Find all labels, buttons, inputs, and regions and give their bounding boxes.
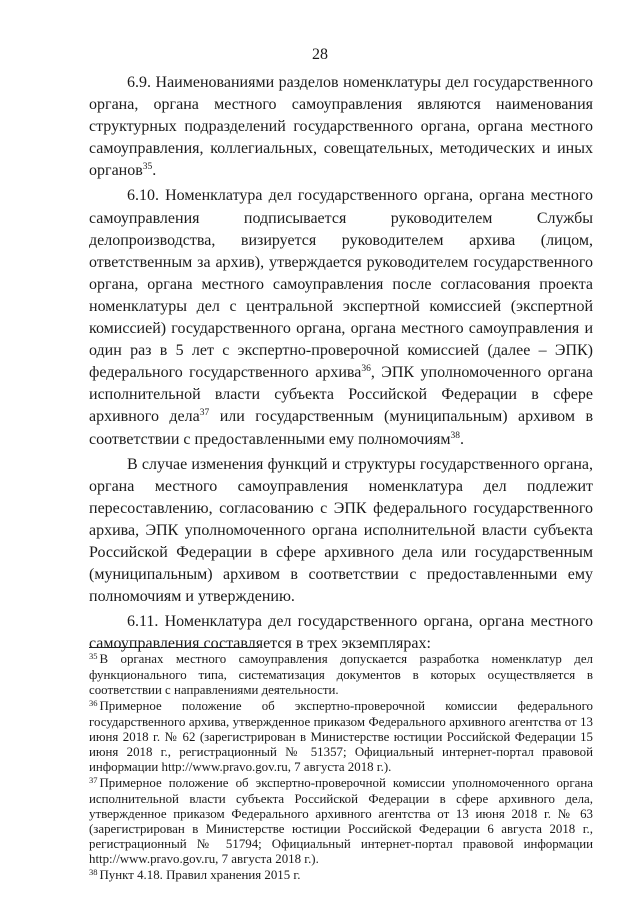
paragraph-text: 6.9. Наименованиями разделов номенклатуры дел государственного органа, органа местного самоуправления являются наименования структурных подразделений государственного органа, органа местного самоуправления, коллегиальных, совещательных, методических и иных органов: [89, 74, 593, 180]
footnote-text: Пункт 4.18. Правил хранения 2015 г.: [99, 868, 301, 883]
footnote-37: [89, 776, 593, 866]
paragraph-6-11: 6.11. Номенклатура дел государственного органа, органа местного самоуправления составляется в трех экземплярах:: [89, 613, 593, 653]
footnote-number: 35: [89, 651, 98, 661]
paragraph-6-9: [89, 72, 593, 182]
footnote-number: 36: [89, 698, 98, 709]
footnote-ref-35: 35: [142, 162, 153, 173]
footnote-text: Примерное положение об экспертно-проверочной комиссии уполномоченного органа исполнительной власти субъекта Российской Федерации в сфере архивного дела, утвержденное приказом Федерального архивного агентства от 13 июня 2018 г. № 63 (зарегистрирован в Министерстве юстиции Российской Федерации 6 августа 2018 г., регистрационный № 51794; Официальный интернет-портал правовой информации http://www.pravo.gov.ru, 7 августа 2018 г.).: [89, 776, 593, 866]
footnote-ref-37: 37: [199, 408, 210, 419]
footnote-36: [89, 699, 593, 775]
paragraph-end: .: [152, 162, 157, 180]
footnote-number: 37: [89, 775, 98, 786]
footnote-text: Примерное положение об экспертно-проверочной комиссии федерального государственного архива, утвержденное приказом Федерального архивного агентства от 13 июня 2018 г. № 62 (зарегистрирован в Министерстве юстиции Российской Федерации 15 июня 2018 г., регистрационный № 51357; Официальный интернет-портал правовой информации http://www.pravo.gov.ru, 7 августа 2018 г.).: [89, 699, 593, 774]
paragraph-text-part-1: 6.10. Номенклатура дел государственного органа, органа местного самоуправления подписывается руководителем Службы делопроизводства, визируется руководителем архива (лицом, ответственным за архив), утверждается руководителем государственного органа, органа местного самоуправления после согласования проекта номенклатуры дел с центральной экспертной комиссией (экспертной комиссией) государственного органа, органа местного самоуправления и один раз в 5 лет с экспертно-проверочной комиссией (далее – ЭПК) федерального государственного архива: [89, 187, 593, 382]
footnote-35: [89, 652, 593, 698]
paragraph-6-10: [89, 185, 593, 450]
footnote-number: 38: [89, 867, 98, 878]
footnotes: [89, 652, 593, 886]
footnote-38: [89, 868, 593, 884]
document-body: [89, 72, 593, 658]
footnote-separator: [89, 647, 259, 648]
paragraph-end: .: [460, 430, 465, 448]
footnote-ref-38: 38: [450, 430, 461, 441]
paragraph-text-part-2: , ЭПК уполномоченного органа исполнительной власти субъекта Российской Федерации в сфере архивного дела: [89, 364, 594, 426]
footnote-text: В органах местного самоуправления допускается разработка номенклатур дел функционального типа, систематизация документов в которых осуществляется в соответствии с направлениями деятельности.: [89, 652, 593, 697]
footnote-ref-36: 36: [361, 364, 371, 375]
paragraph-text-part-3: или государственным (муниципальным) архивом в соответствии с предоставленными ему полномочиям: [89, 408, 593, 448]
paragraph-change-of-functions: В случае изменения функций и структуры государственного органа, органа местного самоуправления номенклатура дел подлежит пересоставлению, согласованию с ЭПК федерального государственного архива, ЭПК уполномоченного органа исполнительной власти субъекта Российской Федерации в сфере архивного дела или государственным (муниципальным) архивом в соответствии с предоставленными ему полномочиям и утверждению.: [89, 455, 593, 606]
page-number: 28: [312, 46, 328, 63]
